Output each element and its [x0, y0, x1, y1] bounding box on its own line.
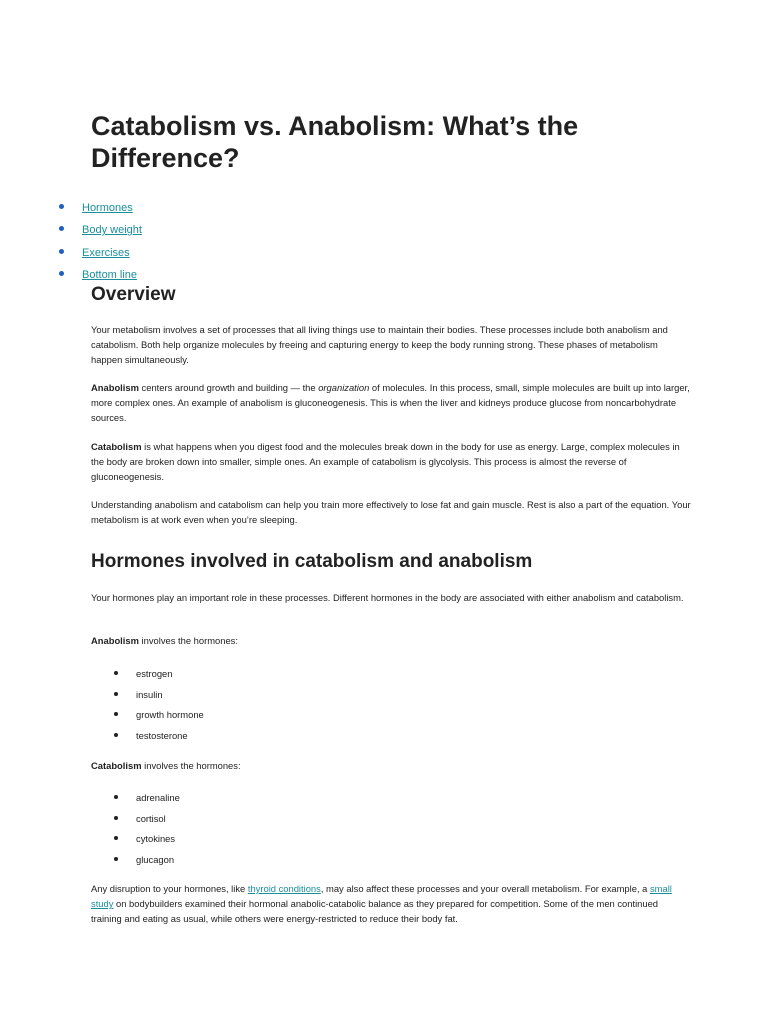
bullet-icon — [114, 816, 118, 820]
anabolism-lead-paragraph — [91, 633, 691, 648]
catabolism-lead-paragraph — [91, 758, 691, 773]
bullet-icon — [114, 836, 118, 840]
paragraph-text: Your hormones play an important role in these processes. Different hormones in the body are associated with either anabolism and catabolism. — [91, 592, 684, 603]
paragraph-text: centers around growth and building — the — [138, 382, 319, 393]
toc-link-body-weight[interactable]: Body weight — [82, 224, 142, 237]
toc-link-exercises[interactable]: Exercises — [82, 246, 130, 259]
page-title: Catabolism vs. Anabolism: What’s the Difference? — [91, 111, 579, 173]
paragraph-text: Any disruption to your hormones, like — [91, 883, 248, 894]
paragraph-text: involves the hormones: — [138, 635, 238, 646]
paragraph-text: Understanding anabolism and catabolism can help you train more effectively to lose fat and gain muscle. Rest is also a part of the equation. Your metabolism is at work even when you’re sleeping. — [91, 499, 691, 525]
bullet-icon — [59, 249, 64, 254]
hormones-heading: Hormones involved in catabolism and anabolism — [91, 551, 533, 572]
bullet-icon — [114, 733, 118, 737]
emphasis-text: organization — [318, 382, 370, 393]
bullet-icon — [114, 857, 118, 861]
paragraph-text: Your metabolism involves a set of processes that all living things use to maintain their bodies. These processes include both anabolism and catabolism. Both help organize molecules by freeing and capturing energy to keep the body running strong. These phases of metabolism happen simultaneously. — [91, 324, 668, 365]
bullet-icon — [59, 271, 64, 276]
catabolism-paragraph — [91, 439, 691, 484]
paragraph-text: on bodybuilders examined their hormonal anabolic-catabolic balance as they prepared for competition. Some of the men continued training and eating as usual, while others were energy-restricted to reduce their body fat. — [91, 898, 659, 924]
toc-link-bottom-line[interactable]: Bottom line — [82, 268, 138, 281]
paragraph-text: involves the hormones: — [141, 760, 241, 771]
anabolism-term: Anabolism — [91, 635, 139, 646]
anabolism-term: Anabolism — [91, 382, 139, 393]
overview-paragraph-4 — [91, 497, 691, 527]
paragraph-text: of molecules. In this process, small, simple molecules are built up into larger, more complex ones. An example of anabolism is gluconeogenesis. This is when the liver and kidneys produce glucose from noncarbohydrate sources. — [91, 382, 690, 423]
bullet-icon — [59, 204, 64, 209]
paragraph-text: is what happens when you digest food and the molecules break down in the body for use as energy. Large, complex molecules in the body are broken down into smaller, simple ones. An example of catabolism is glycolysis. This process is almost the reverse of gluconeogenesis. — [91, 441, 680, 482]
bullet-icon — [114, 671, 118, 675]
overview-paragraph-1 — [91, 322, 691, 367]
catabolism-term: Catabolism — [91, 441, 142, 452]
bullet-icon — [59, 226, 64, 231]
document-page: Catabolism vs. Anabolism: What’s the Difference? Hormones Body weight Exercises Bottom line Overview Your metabolism involves a set of processes that all living things use to maintain their bodies. These processes include both anabolism and catabolism. Both help organize molecules by freeing and capturing energy to keep the body running strong. These phases of metabolism happen simultaneously. Anabolism centers around growth and building — the organization of molecules. In this process, small, simple molecules are built up into larger, more complex ones. An example of anabolism is gluconeogenesis. This is when the liver and kidneys produce glucose from noncarbohydrate sources. Catabolism is what happens when you digest food and the molecules break down in the body for use as energy. Large, complex molecules in the body are broken down into smaller, simple ones. An example of catabolism is glycolysis. This process is almost the reverse of gluconeogenesis. Understanding anabolism and catabolism can help you train more effectively to lose fat and gain muscle. Rest is also a part of the equation. Your metabolism is at work even when you’re sleeping. Hormones involved in catabolism and anabolism Your hormones play an important role in these processes. Different hormones in the body are associated with either anabolism and catabolism. Anabolism involves the hormones: estrogen insulin growth hormone testosterone Catabolism involves the hormones: adrenaline cortisol cytokines glucagon Any disruption to your hormones, like thyroid conditions, may also affect these processes and your overall metabolism. For example, a small study on bodybuilders examined their hormonal anabolic-catabolic balance as they prepared for competition. Some of the men continued training and eating as usual, while others were energy-restricted to reduce their body fat. — [0, 0, 768, 1024]
overview-heading: Overview — [91, 284, 176, 305]
catabolism-term: Catabolism — [91, 760, 142, 771]
bullet-icon — [114, 692, 118, 696]
toc-link-hormones[interactable]: Hormones — [82, 202, 133, 214]
thyroid-conditions-link[interactable]: thyroid conditions — [247, 883, 321, 894]
anabolism-paragraph — [91, 380, 691, 425]
hormones-intro-paragraph — [91, 590, 691, 605]
small-study-link[interactable]: small study — [91, 883, 672, 909]
bullet-icon — [114, 795, 118, 799]
hormones-closing-paragraph — [91, 881, 691, 926]
paragraph-text: , may also affect these processes and your overall metabolism. For example, a — [320, 883, 650, 894]
bullet-icon — [114, 712, 118, 716]
